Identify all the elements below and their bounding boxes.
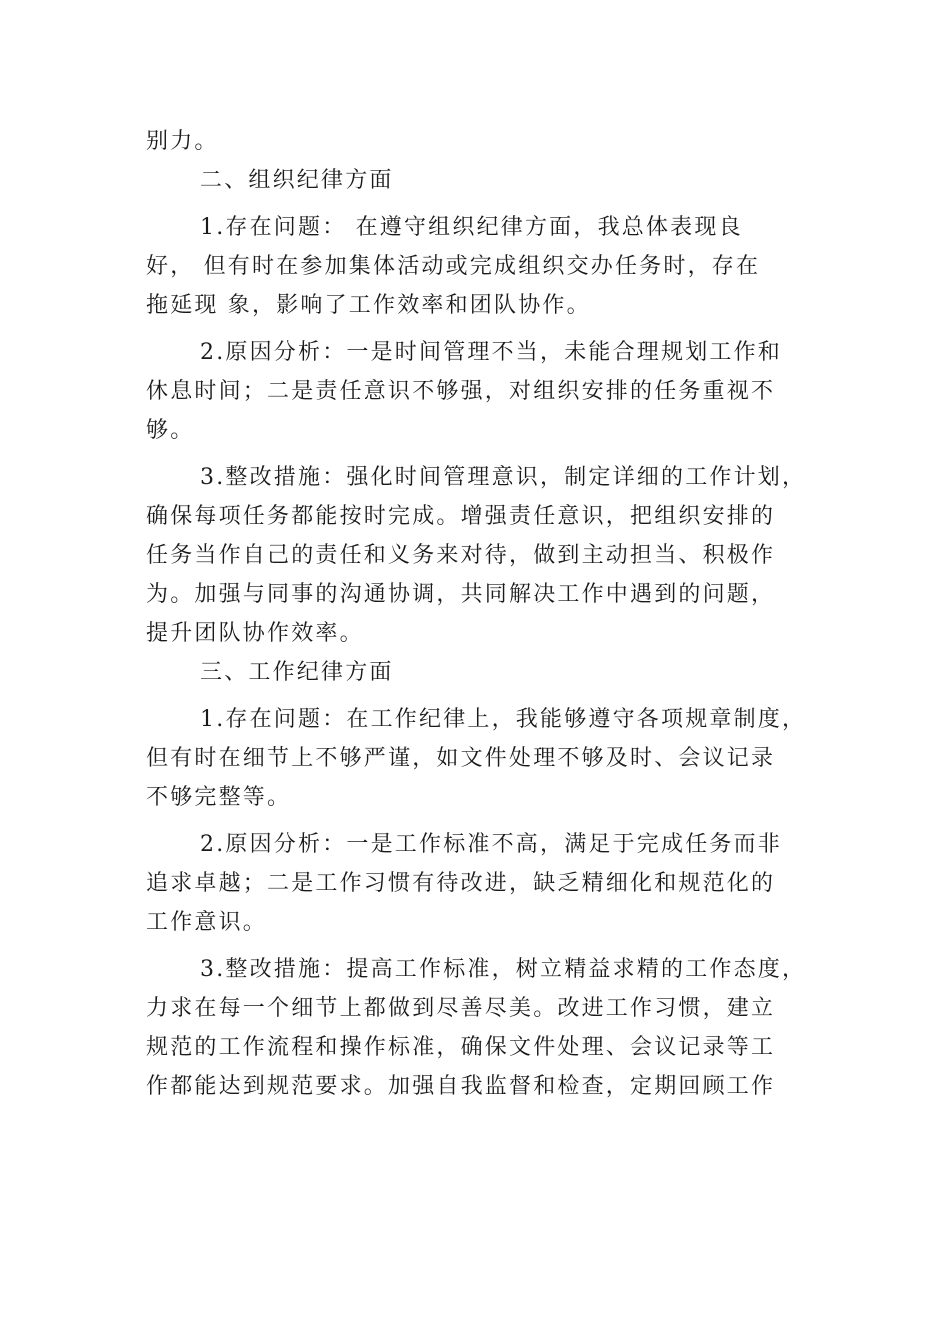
paragraph-line: 3.整改措施：提高工作标准，树立精益求精的工作态度， [200,957,807,982]
paragraph-line: 1.存在问题： 在遵守组织纪律方面，我总体表现良 [200,215,743,240]
document-body [146,122,808,1106]
paragraph-line: 拖延现 象，影响了工作效率和团队协作。 [146,293,591,318]
paragraph-line: 2.原因分析：一是工作标准不高，满足于完成任务而非 [200,832,782,857]
paragraph-line: 好， 但有时在参加集体活动或完成组织交办任务时，存在 [146,254,761,279]
paragraph-line: 但有时在细节上不够严谨，如文件处理不够及时、会议记录 [146,746,776,771]
paragraph-line: 规范的工作流程和操作标准，确保文件处理、会议记录等工 [146,1035,776,1060]
paragraph-line: 追求卓越；二是工作习惯有待改进，缺乏精细化和规范化的 [146,871,776,896]
paragraph-line: 2.原因分析：一是时间管理不当，未能合理规划工作和 [200,340,782,365]
paragraph-line: 不够完整等。 [146,785,292,810]
continuation-line: 别力。 [146,129,219,154]
paragraph-line: 3.整改措施：强化时间管理意识，制定详细的工作计划， [200,465,807,490]
paragraph-line: 为。加强与同事的沟通协调，共同解决工作中遇到的问题， [146,582,776,607]
section-heading-organization-discipline: 二、组织纪律方面 [200,168,394,193]
paragraph-line: 1.存在问题：在工作纪律上，我能够遵守各项规章制度， [200,707,807,732]
paragraph-line: 休息时间；二是责任意识不够强，对组织安排的任务重视不 [146,379,776,404]
section-heading-work-discipline: 三、工作纪律方面 [200,660,394,685]
paragraph-line: 确保每项任务都能按时完成。增强责任意识，把组织安排的 [146,504,776,529]
paragraph-line: 任务当作自己的责任和义务来对待，做到主动担当、积极作 [146,543,776,568]
paragraph-line: 作都能达到规范要求。加强自我监督和检查，定期回顾工作 [146,1074,776,1099]
paragraph-line: 工作意识。 [146,910,268,935]
paragraph-line: 力求在每一个细节上都做到尽善尽美。改进工作习惯，建立 [146,996,776,1021]
paragraph-line: 提升团队协作效率。 [146,621,364,646]
paragraph-line: 够。 [146,418,195,443]
